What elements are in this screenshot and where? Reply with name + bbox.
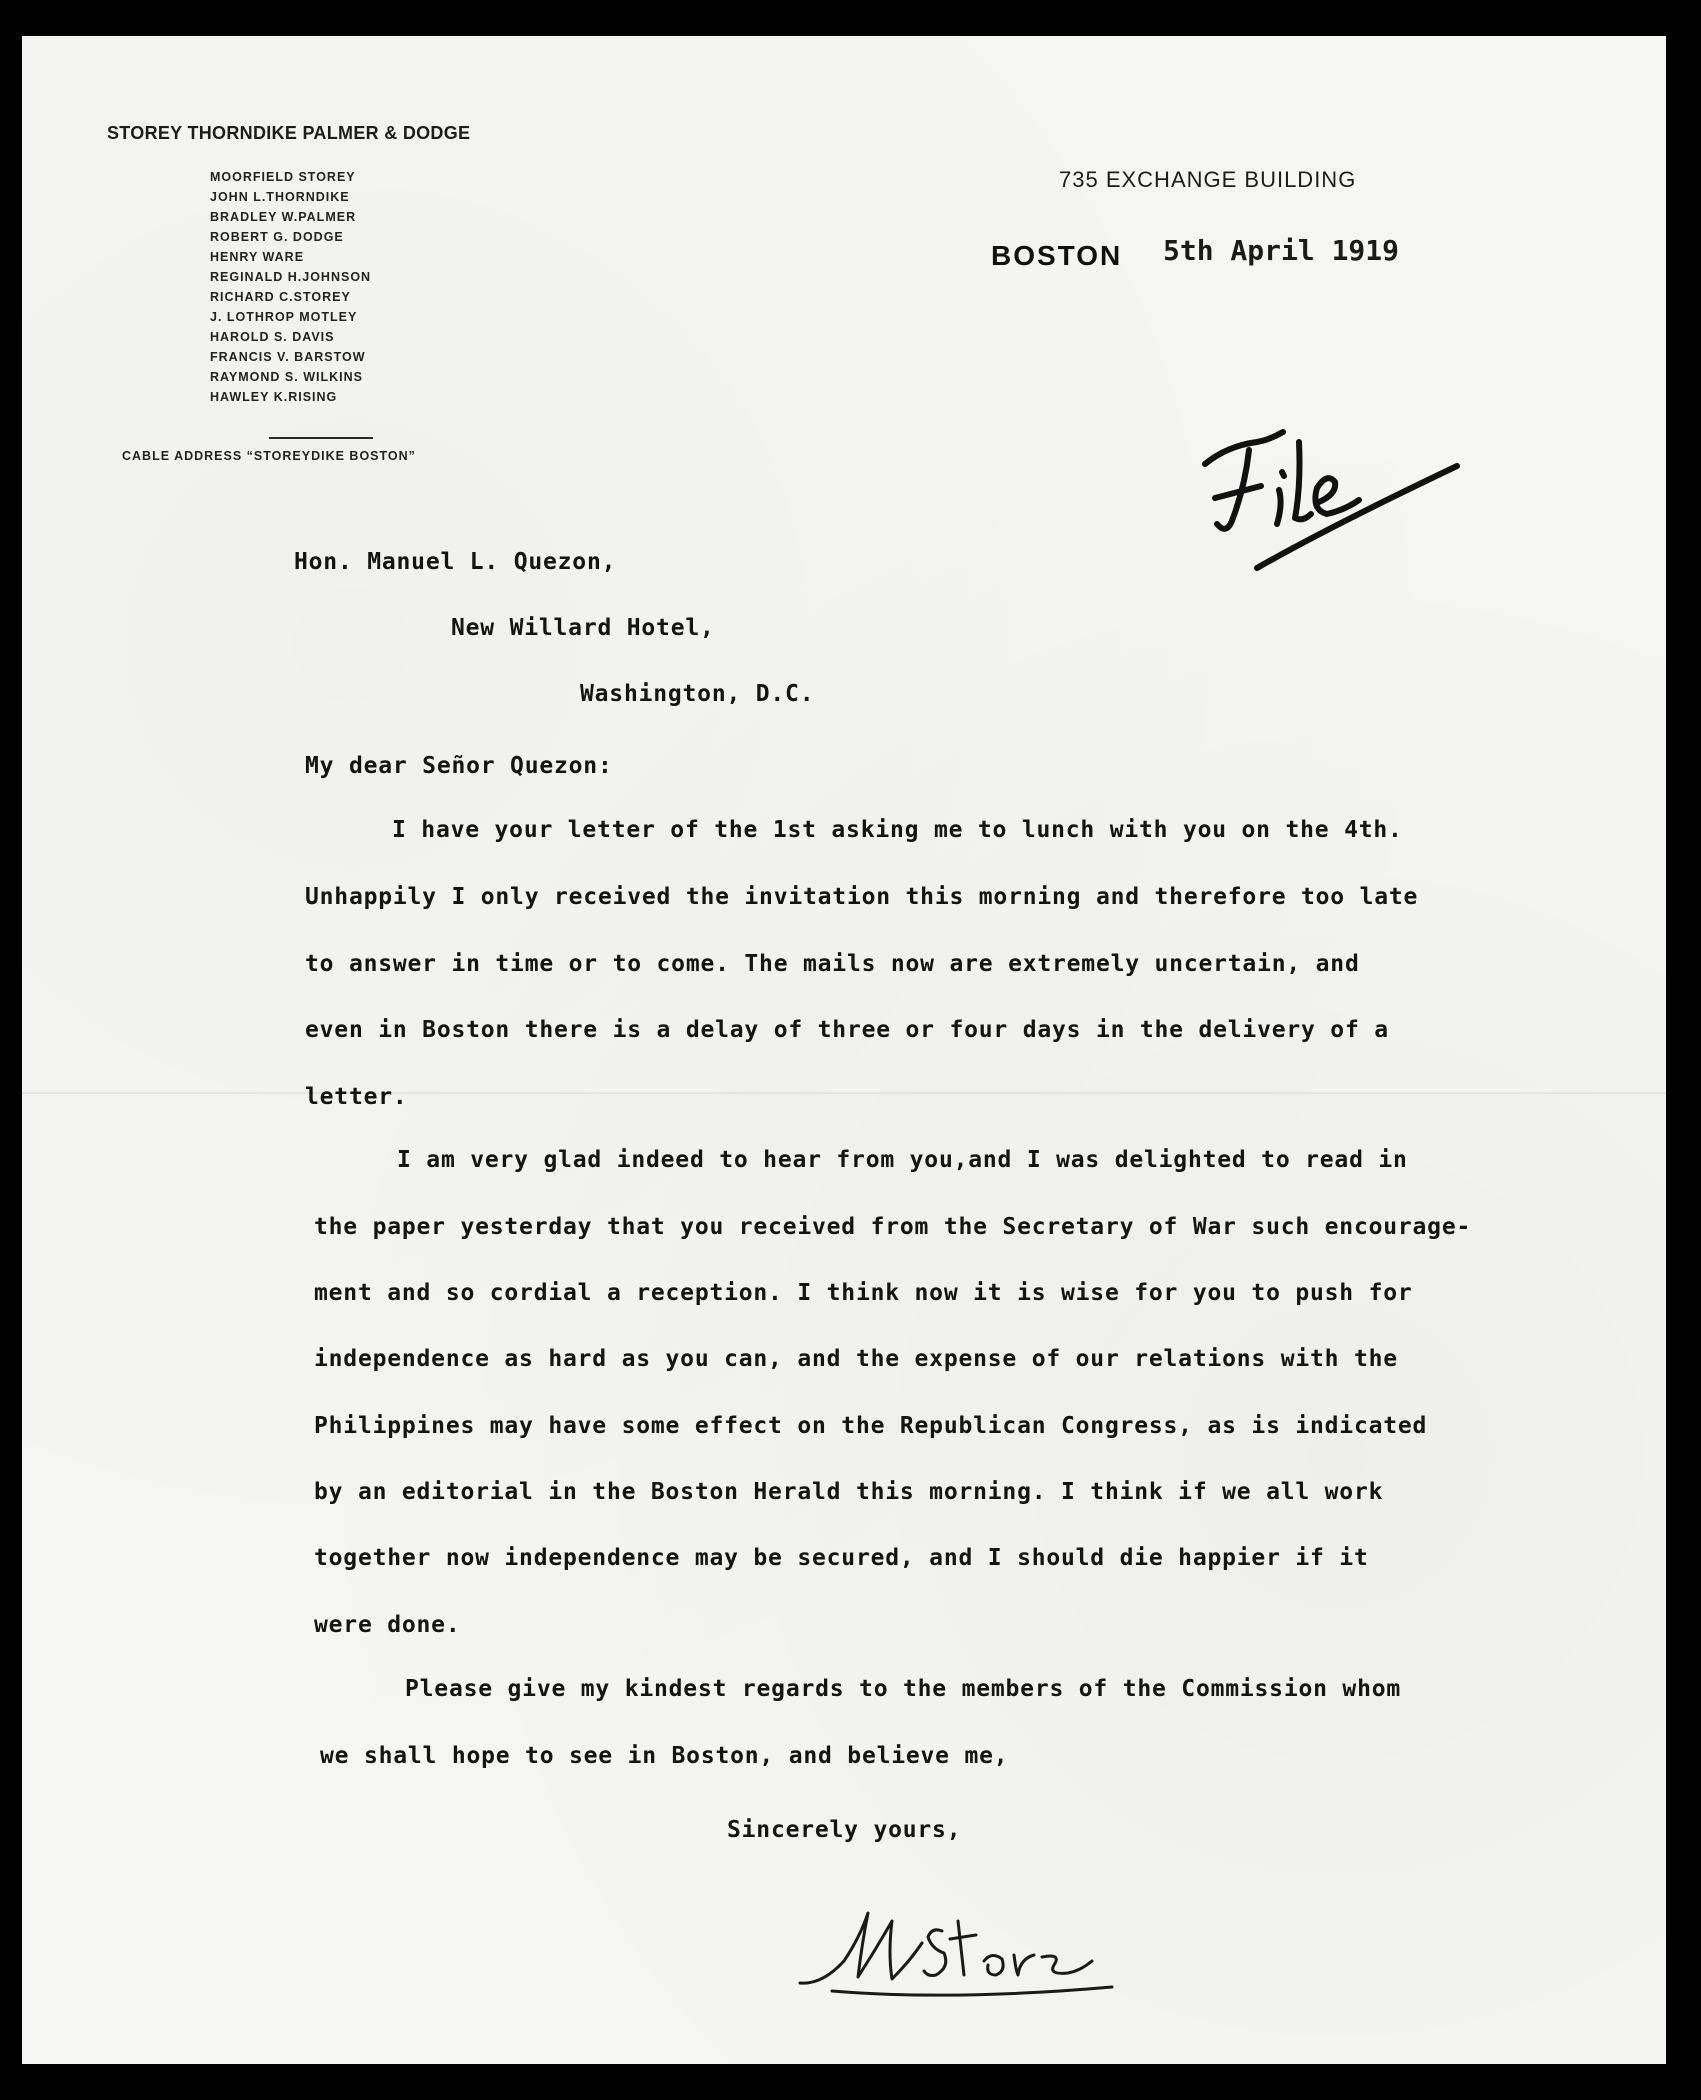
letter-page — [22, 36, 1666, 2064]
body-line: Please give my kindest regards to the members of the Commission whom — [405, 1676, 1402, 1702]
body-line: we shall hope to see in Boston, and believe me, — [320, 1743, 1009, 1769]
salutation: My dear Señor Quezon: — [305, 753, 613, 779]
body-line: ment and so cordial a reception. I think now it is wise for you to push for — [314, 1280, 1413, 1306]
partner-name: REGINALD H.JOHNSON — [210, 270, 372, 284]
partner-name: FRANCIS V. BARSTOW — [210, 350, 366, 364]
body-line: I am very glad indeed to hear from you,and I was delighted to read in — [397, 1147, 1408, 1173]
partner-name: RAYMOND S. WILKINS — [210, 370, 363, 384]
recipient-city: Washington, D.C. — [580, 681, 815, 707]
partner-name: RICHARD C.STOREY — [210, 290, 351, 304]
recipient-hotel: New Willard Hotel, — [451, 615, 715, 641]
partner-name: JOHN L.THORNDIKE — [210, 190, 350, 204]
file-handwritten-note — [1187, 406, 1467, 596]
body-line: I have your letter of the 1st asking me to lunch with you on the 4th. — [392, 817, 1403, 843]
partner-name: HAROLD S. DAVIS — [210, 330, 335, 344]
city-name: BOSTON — [991, 240, 1123, 271]
body-line: to answer in time or to come. The mails now are extremely uncertain, and — [305, 951, 1360, 977]
body-line: independence as hard as you can, and the expense of our relations with the — [314, 1346, 1398, 1372]
partner-name: HAWLEY K.RISING — [210, 390, 338, 404]
partner-list — [210, 167, 371, 407]
signature — [792, 1891, 1122, 2011]
body-line: even in Boston there is a delay of three or four days in the delivery of a — [305, 1017, 1389, 1043]
body-line: Unhappily I only received the invitation this morning and therefore too late — [305, 884, 1419, 910]
recipient-name: Hon. Manuel L. Quezon, — [294, 549, 617, 575]
partner-name: ROBERT G. DODGE — [210, 230, 344, 244]
partner-name: BRADLEY W.PALMER — [210, 210, 357, 224]
body-line: by an editorial in the Boston Herald this morning. I think if we all work — [314, 1479, 1384, 1505]
closing: Sincerely yours, — [727, 1817, 962, 1843]
address-line: 735 EXCHANGE BUILDING — [1059, 167, 1357, 192]
cable-address: CABLE ADDRESS “STOREYDIKE BOSTON” — [122, 449, 416, 463]
letterhead-divider — [269, 437, 373, 439]
body-line: Philippines may have some effect on the Republican Congress, as is indicated — [314, 1413, 1428, 1439]
partner-name: MOORFIELD STOREY — [210, 170, 356, 184]
letter-date: 5th April 1919 — [1163, 234, 1400, 267]
body-line: were done. — [314, 1612, 461, 1638]
firm-name: STOREY THORNDIKE PALMER & DODGE — [107, 123, 471, 143]
body-line: together now independence may be secured, and I should die happier if it — [314, 1545, 1369, 1571]
partner-name: J. LOTHROP MOTLEY — [210, 310, 358, 324]
partner-name: HENRY WARE — [210, 250, 305, 264]
body-line: letter. — [305, 1084, 408, 1110]
body-line: the paper yesterday that you received from the Secretary of War such encourage- — [314, 1214, 1472, 1240]
